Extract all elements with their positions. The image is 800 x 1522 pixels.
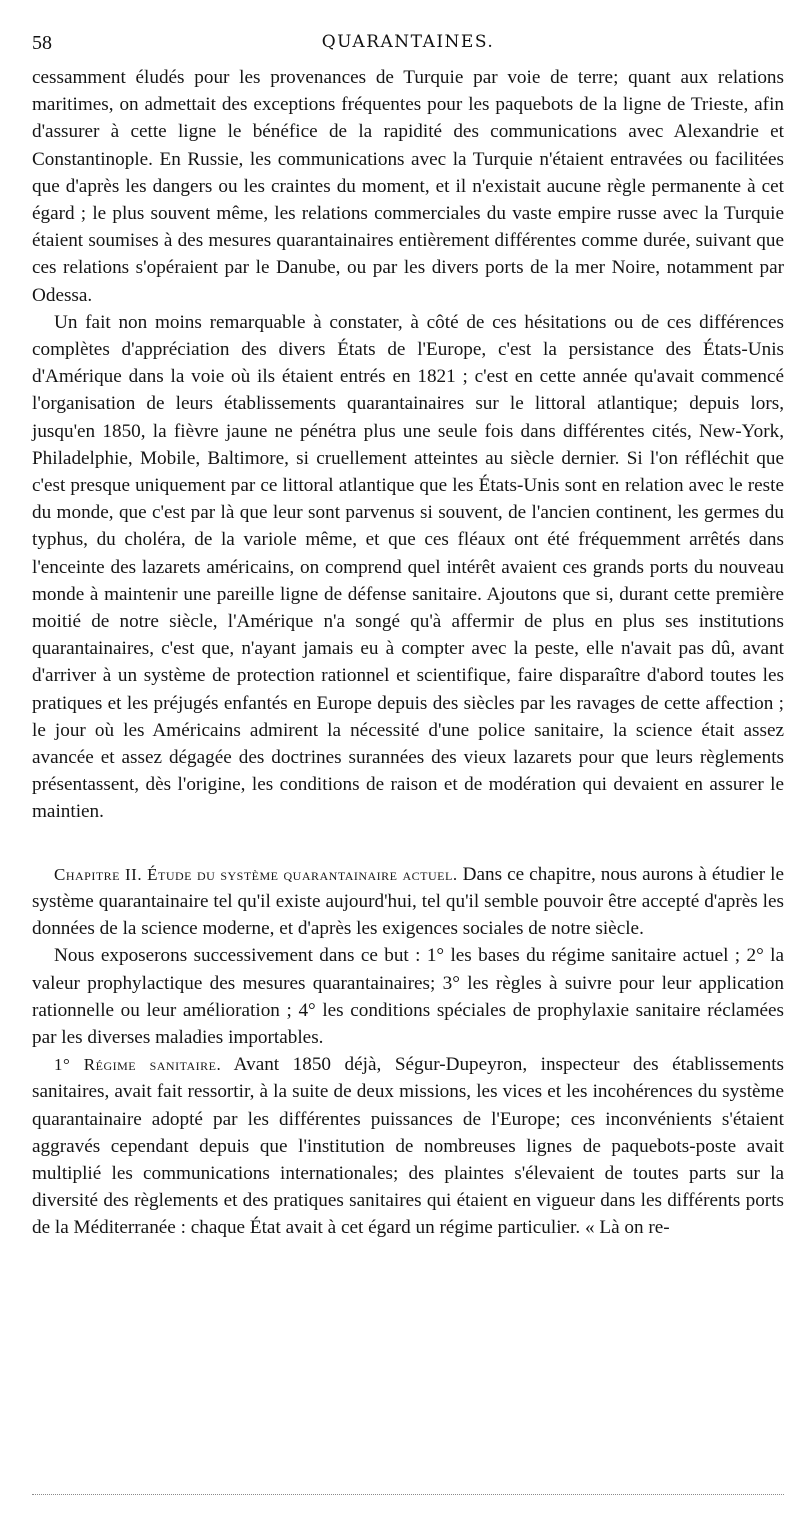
section-paragraph [32,1051,784,1241]
page-number: 58 [32,32,52,54]
paragraph-united-states: Un fait non moins remarquable à constater, à côté de ces hésitations ou de ces différences complètes d'appréciation des divers États de l'Europe, c'est la persistance des États-Unis d'Amérique dans la voie où ils étaient entrés en 1821 ; c'est en cette année qu'avait commencé l'organisation de leurs établissements quarantainaires sur le littoral atlantique; depuis lors, jusqu'en 1850, la fièvre jaune ne pénétra plus une seule fois dans différentes cités, New-York, Philadelphie, Mobile, Baltimore, si cruellement atteintes au siècle dernier. Si l'on réfléchit que c'est presque uniquement par ce littoral atlantique que les États-Unis sont en relation avec le reste du monde, que c'est par là que leur sont parvenus si souvent, de l'ancien continent, les germes du typhus, du choléra, de la variole même, et que ces fléaux ont été fréquemment arrêtés dans l'enceinte des lazarets américains, on comprend quel intérêt avaient ces grands ports du nouveau monde à maintenir une pareille ligne de défense sanitaire. Ajoutons que si, durant cette première moitié de notre siècle, l'Amérique n'a songé qu'à affermir de plus en plus ses institutions quarantainaires, c'est que, n'ayant jamais eu à compter avec la peste, elle n'avait pas dû, avant d'arriver à un système de protection rationnel et scientifique, faire disparaître d'abord toutes les pratiques et les préjugés enfantés en Europe depuis des siècles par les ravages de cette affection ; le jour où les Américains admirent la nécessité d'une police sanitaire, la science était assez avancée et assez dégagée des doctrines surannées des vieux lazarets pour que leurs règlements présentassent, dès l'origine, les conditions de raison et de modération qui devaient en assurer le maintien. [32,311,784,823]
chapter-intro-text: Dans ce chapitre, nous aurons à étudier le système quarantainaire tel qu'il existe aujourd'hui, tel qu'il semble pouvoir être accepté d'après les données de la science moderne, et d'après les exigences sociales de notre siècle. [32,863,785,940]
body-text [32,64,784,1242]
running-title: QUARANTAINES. [321,32,495,52]
section-gap [32,826,784,844]
chapter-heading-paragraph [32,861,784,943]
paragraph-continuation: cessamment éludés pour les provenances de Turquie par voie de terre; quant aux relations maritimes, on admettait des exceptions fréquentes pour les paquebots de la ligne de Trieste, afin d'assurer à cette ligne le bénéfice de la rapidité des communications avec Alexandrie et Constantinople. En Russie, les communications avec la Turquie n'étaient entravées ou facilitées que d'après les dangers ou les craintes du moment, et il n'existait aucune règle permanente à cet égard ; le plus souvent même, les relations commerciales du vaste empire russe avec la Turquie étaient soumises à des mesures quarantainaires entièrement différentes comme durée, suivant que ces relations s'opéraient par le Danube, ou par les divers ports de la mer Noire, notamment par Odessa. [32,67,784,306]
chapter-label: Chapitre II. [54,864,143,884]
section-text: Avant 1850 déjà, Ségur-Dupeyron, inspecteur des établissements sanitaires, avait fait ressortir, à la suite de deux missions, les vices et les incohérences du système quarantainaire adopté par les différentes puissances de l'Europe; ces inconvénients s'étaient aggravés cependant depuis que l'institution de nombreuses lignes de paquebots-poste avait multiplié les communications internationales; des plaintes s'élevaient de toutes parts sur la diversité des règlements et des pratiques sanitaires qui étaient en vigueur dans les différents ports de la Méditerranée : chaque État avait à cet égard un régime particulier. « Là on re- [32,1054,784,1239]
footer-dotted-rule [32,1494,784,1495]
page-header [32,26,784,56]
section-label: 1° Régime sanitaire. [54,1055,222,1075]
paragraph-outline: Nous exposerons successivement dans ce but : 1° les bases du régime sanitaire actuel ; 2° la valeur prophylactique des mesures quarantainaires; 3° les règles à suivre pour leur application rationnelle ou leur amélioration ; 4° les conditions spéciales de prophylaxie sanitaire réclamées par les diverses maladies importables. [32,945,784,1048]
chapter-title: Étude du système quarantainaire actuel. [147,864,458,884]
